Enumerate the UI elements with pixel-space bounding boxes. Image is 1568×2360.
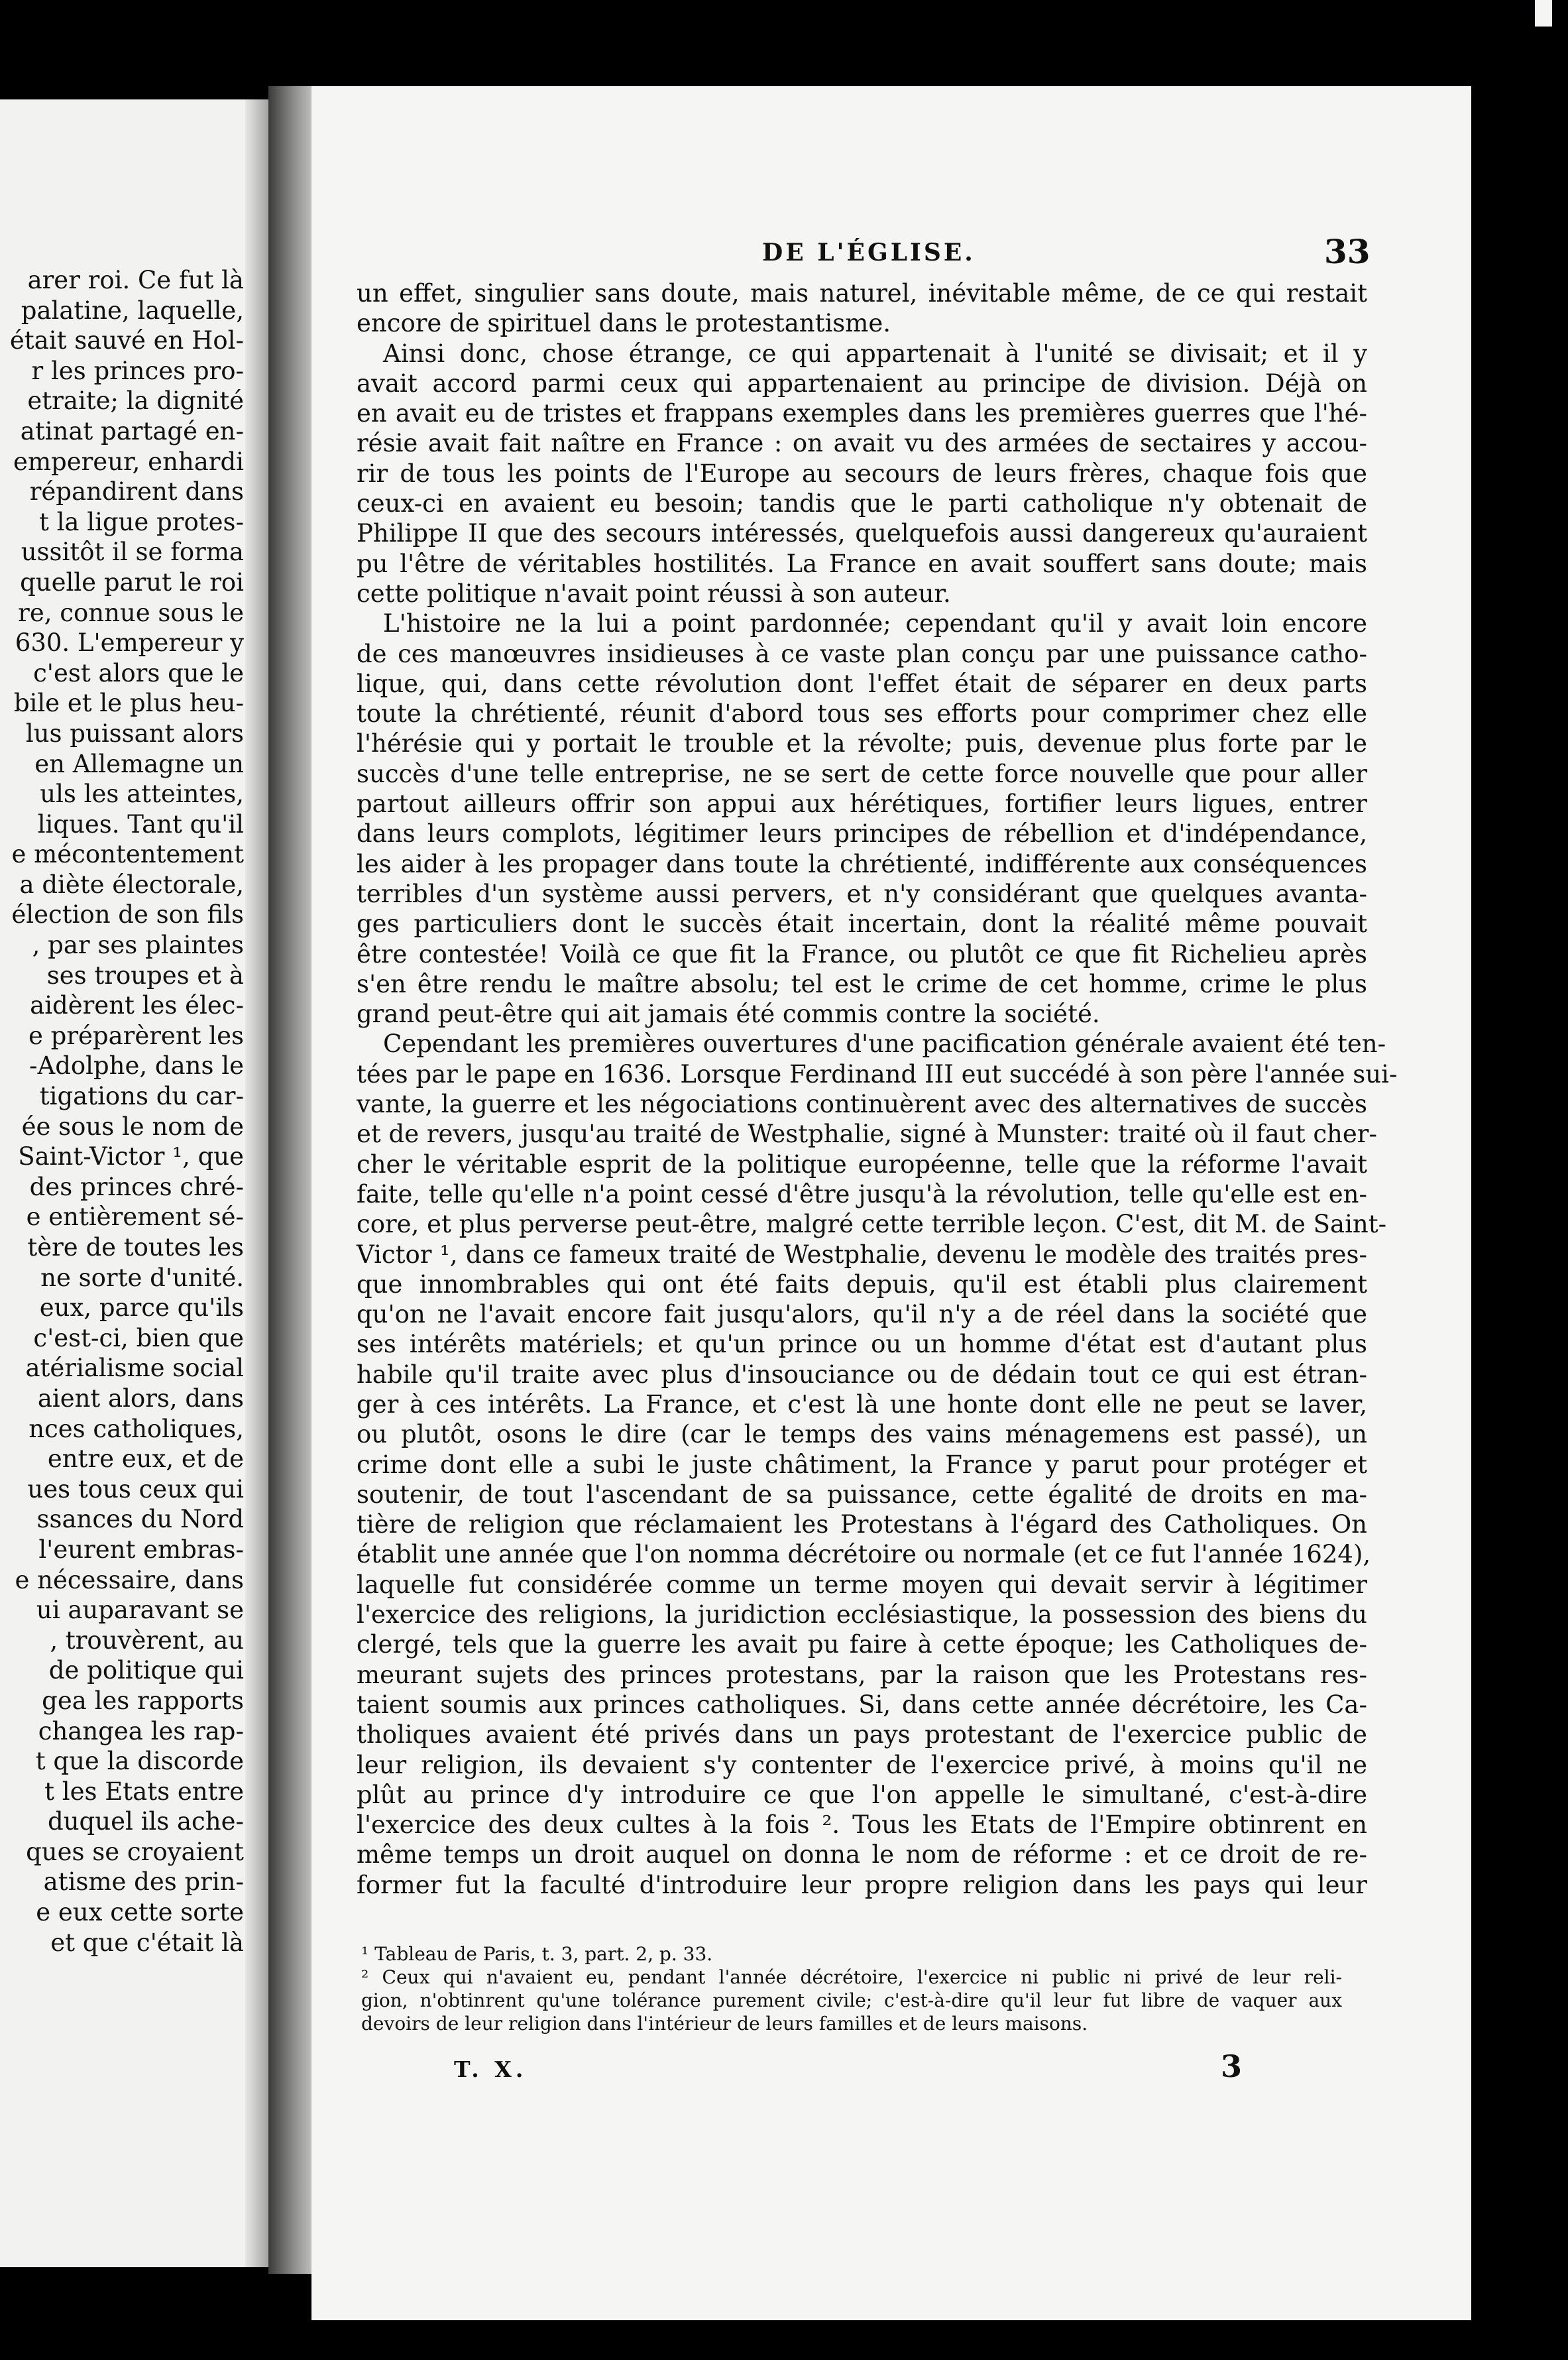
- text-line: laquelle fut considérée comme un terme moyen qui devait servir à légitimer: [357, 1570, 1367, 1599]
- text-line: grand peut-être qui ait jamais été commis contre la société.: [357, 1000, 1100, 1029]
- left-text-line: gea les rapports: [42, 1686, 244, 1715]
- text-line: partout ailleurs offrir son appui aux hérétiques, fortifier leurs ligues, entrer: [357, 790, 1367, 819]
- text-line: établit une année que l'on nomma décrétoire ou normale (et ce fut l'année 1624),: [357, 1540, 1371, 1569]
- left-text-line: ne sorte d'unité.: [40, 1263, 244, 1292]
- scan-corner-mark: [1535, 0, 1552, 27]
- text-line: résie avait fait naître en France : on avait vu des armées de sectaires y accou-: [357, 429, 1367, 458]
- left-text-line: lus puissant alors: [25, 719, 244, 748]
- main-text-body: [357, 278, 1398, 1900]
- text-line: terribles d'un système aussi pervers, et n'y considérant que quelques avanta-: [357, 879, 1367, 908]
- text-line: ceux-ci en avaient eu besoin; tandis que le parti catholique n'y obtenait de: [357, 489, 1367, 518]
- left-text-line: -Adolphe, dans le: [28, 1051, 244, 1081]
- left-text-line: élection de son fils: [11, 900, 244, 929]
- text-line: Philippe II que des secours intéressés, quelquefois aussi dangereux qu'auraient: [357, 519, 1367, 548]
- text-line: toute la chrétienté, réunit d'abord tous ses efforts pour comprimer chez elle: [357, 699, 1367, 729]
- text-line: core, et plus perverse peut-être, malgré cette terrible leçon. C'est, dit M. de Saint-: [357, 1210, 1387, 1239]
- text-line: cette politique n'avait point réussi à son auteur.: [357, 579, 951, 608]
- left-text-line: duquel ils ache-: [48, 1807, 244, 1836]
- left-text-line: c'est alors que le: [33, 658, 244, 687]
- text-line: rir de tous les points de l'Europe au secours de leurs frères, chaque fois que: [357, 459, 1367, 488]
- left-text-line: palatine, laquelle,: [21, 296, 244, 325]
- text-line: ou plutôt, osons le dire (car le temps des vains ménagemens est passé), un: [357, 1420, 1367, 1449]
- text-line: ger à ces intérêts. La France, et c'est là une honte dont elle ne peut se laver,: [357, 1389, 1367, 1419]
- text-line: tées par le pape en 1636. Lorsque Ferdinand III eut succédé à son père l'année sui-: [357, 1059, 1398, 1089]
- text-line: de ces manœuvres insidieuses à ce vaste plan conçu par une puissance catho-: [357, 639, 1367, 668]
- text-line: ses intérêts matériels; et qu'un prince ou un homme d'état est d'autant plus: [357, 1330, 1367, 1359]
- left-text-line: aient alors, dans: [37, 1384, 244, 1413]
- footnotes: [361, 1942, 1342, 2035]
- left-text-line: était sauvé en Hol-: [9, 326, 244, 355]
- left-text-line: ée sous le nom de: [21, 1112, 244, 1141]
- text-line: former fut la faculté d'introduire leur propre religion dans les pays qui leur: [357, 1870, 1367, 1899]
- left-text-line: ses troupes et à: [46, 961, 244, 990]
- left-text-line: e entièrement sé-: [26, 1203, 244, 1232]
- left-text-line: c'est-ci, bien que: [33, 1323, 244, 1352]
- left-text-line: tère de toutes les: [27, 1233, 244, 1262]
- running-head: DE L'ÉGLISE.: [762, 239, 976, 266]
- text-line: l'exercice des religions, la juridiction ecclésiastique, la possession des biens du: [357, 1600, 1367, 1629]
- left-text-line: changea les rap-: [38, 1716, 244, 1745]
- left-text-line: ssances du Nord: [36, 1505, 244, 1534]
- left-text-line: atinat partagé en-: [20, 416, 244, 445]
- text-line: en avait eu de tristes et frappans exemples dans les premières guerres que l'hé-: [357, 399, 1367, 428]
- text-line: que innombrables qui ont été faits depuis, qu'il est établi plus clairement: [357, 1269, 1367, 1299]
- text-line: même temps un droit auquel on donna le nom de réforme : et ce droit de re-: [357, 1840, 1367, 1869]
- left-text-line: répandirent dans: [29, 477, 244, 506]
- footnote-line: gion, n'obtinrent qu'une tolérance purement civile; c'est-à-dire qu'il leur fut libre de vaquer aux: [361, 1989, 1342, 2011]
- text-line: Victor ¹, dans ce fameux traité de Westphalie, devenu le modèle des traités pres-: [357, 1240, 1367, 1269]
- left-text-line: nces catholiques,: [28, 1414, 244, 1443]
- left-text-line: l'eurent embras-: [38, 1535, 244, 1564]
- text-line: faite, telle qu'elle n'a point cessé d'être jusqu'à la révolution, telle qu'elle est en-: [357, 1179, 1367, 1209]
- left-text-line: re, connue sous le: [18, 598, 244, 627]
- text-line: L'histoire ne la lui a point pardonnée; cependant qu'il y avait loin encore: [383, 609, 1367, 638]
- text-line: plût au prince d'y introduire ce que l'on appelle le simultané, c'est-à-dire: [357, 1780, 1367, 1809]
- text-line: cher le véritable esprit de la politique européenne, telle que la réforme l'avait: [357, 1150, 1367, 1179]
- left-text-line: 630. L'empereur y: [15, 628, 244, 658]
- footnote-line: devoirs de leur religion dans l'intérieur de leurs familles et de leurs maisons.: [361, 2013, 1088, 2035]
- text-line: être contestée! Voilà ce que fit la France, ou plutôt ce que fit Richelieu après: [357, 939, 1367, 969]
- left-text-line: atérialisme social: [25, 1354, 244, 1383]
- left-page-gutter-shadow: [245, 99, 272, 2267]
- text-line: l'exercice des deux cultes à la fois ². Tous les Etats de l'Empire obtinrent en: [357, 1810, 1367, 1840]
- left-text-line: , trouvèrent, au: [50, 1625, 244, 1655]
- text-line: succès d'une telle entreprise, ne se sert de cette force nouvelle que pour aller: [357, 759, 1367, 788]
- left-text-line: des princes chré-: [29, 1172, 244, 1201]
- left-text-line: r les princes pro-: [31, 356, 244, 385]
- text-line: lique, qui, dans cette révolution dont l'effet était de séparer en deux parts: [357, 669, 1367, 698]
- page-number: 33: [1324, 232, 1371, 271]
- signature-mark: T. X.: [454, 2056, 528, 2082]
- left-text-line: liques. Tant qu'il: [37, 809, 244, 839]
- left-text-line: eux, parce qu'ils: [39, 1293, 244, 1323]
- left-text-line: empereur, enhardi: [13, 447, 244, 476]
- left-text-line: t que la discorde: [35, 1747, 244, 1776]
- text-line: vante, la guerre et les négociations continuèrent avec des alternatives de succès: [357, 1090, 1367, 1119]
- text-line: taient soumis aux princes catholiques. Si, dans cette année décrétoire, les Ca-: [357, 1690, 1367, 1719]
- text-line: soutenir, de tout l'ascendant de sa puissance, cette égalité de droits en ma-: [357, 1480, 1367, 1509]
- left-text-line: e préparèrent les: [28, 1021, 244, 1050]
- text-line: les aider à les propager dans toute la chrétienté, indifférente aux conséquences: [357, 849, 1367, 878]
- left-text-line: tigations du car-: [39, 1082, 244, 1111]
- left-text-line: arer roi. Ce fut là: [27, 266, 244, 294]
- text-line: un effet, singulier sans doute, mais naturel, inévitable même, de ce qui restait: [357, 279, 1367, 308]
- left-text-line: en Allemagne un: [34, 749, 244, 778]
- left-text-line: e eux cette sorte: [36, 1898, 244, 1927]
- left-text-line: entre eux, et de: [47, 1445, 244, 1474]
- left-text-line: etraite; la dignité: [27, 386, 244, 416]
- text-line: et de revers, jusqu'au traité de Westphalie, signé à Munster: traité où il faut cher-: [357, 1120, 1377, 1149]
- left-page: [0, 99, 272, 2267]
- left-text-line: de politique qui: [48, 1656, 244, 1685]
- left-text-line: , par ses plaintes: [32, 931, 244, 960]
- left-text-line: atisme des prin-: [43, 1867, 244, 1897]
- footnote-line: ² Ceux qui n'avaient eu, pendant l'année décrétoire, l'exercice ni public ni privé de leur reli-: [361, 1966, 1342, 1988]
- text-line: encore de spirituel dans le protestantisme.: [357, 309, 891, 338]
- text-line: tière de religion que réclamaient les Protestans à l'égard des Catholiques. On: [357, 1510, 1367, 1539]
- text-line: ges particuliers dont le succès était incertain, dont la réalité même pouvait: [357, 910, 1367, 939]
- text-line: pu l'être de véritables hostilités. La France en avait souffert sans doute; mais: [357, 549, 1367, 578]
- left-text-line: a diète électorale,: [19, 870, 244, 899]
- text-line: meurant sujets des princes protestans, par la raison que les Protestans res-: [357, 1660, 1367, 1689]
- text-line: tholiques avaient été privés dans un pays protestant de l'exercice public de: [357, 1720, 1367, 1749]
- text-line: l'hérésie qui y portait le trouble et la révolte; puis, devenue plus forte par le: [357, 729, 1367, 758]
- left-text-line: ues tous ceux qui: [27, 1474, 244, 1504]
- left-text-line: e mécontentement: [11, 840, 244, 869]
- left-page-text-fragment: [5, 265, 244, 1958]
- left-text-line: e nécessaire, dans: [15, 1565, 244, 1594]
- text-line: Ainsi donc, chose étrange, ce qui appartenait à l'unité se divisait; et il y: [383, 339, 1367, 368]
- left-text-line: uls les atteintes,: [40, 780, 244, 809]
- left-text-line: Saint-Victor ¹, que: [18, 1142, 244, 1171]
- text-line: dans leurs complots, légitimer leurs principes de rébellion et d'indépendance,: [357, 819, 1367, 849]
- left-text-line: bile et le plus heu-: [13, 689, 244, 718]
- left-text-line: t la ligue protes-: [38, 507, 244, 536]
- left-text-line: quelle parut le roi: [20, 567, 244, 597]
- text-line: qu'on ne l'avait encore fait jusqu'alors, qu'il n'y a de réel dans la société que: [357, 1300, 1367, 1329]
- gathering-number: 3: [1221, 2048, 1243, 2084]
- left-text-line: t les Etats entre: [44, 1777, 244, 1806]
- left-text-line: ussitôt il se forma: [21, 538, 244, 567]
- text-line: habile qu'il traite avec plus d'insouciance ou de dédain tout ce qui est étran-: [357, 1360, 1367, 1389]
- text-line: s'en être rendu le maître absolu; tel est le crime de cet homme, crime le plus: [357, 969, 1367, 998]
- left-text-line: aidèrent les élec-: [30, 991, 244, 1020]
- left-text-line: et que c'était là: [50, 1928, 244, 1957]
- text-line: leur religion, ils devaient s'y contenter de l'exercice privé, à moins qu'il ne: [357, 1750, 1367, 1779]
- left-text-line: ques se croyaient: [26, 1837, 244, 1866]
- text-line: crime dont elle a subi le juste châtiment, la France y parut pour protéger et: [357, 1450, 1367, 1479]
- text-line: avait accord parmi ceux qui appartenaient au principe de division. Déjà on: [357, 369, 1367, 398]
- text-line: clergé, tels que la guerre les avait pu faire à cette époque; les Catholiques de-: [357, 1630, 1367, 1659]
- footnote-line: ¹ Tableau de Paris, t. 3, part. 2, p. 33.: [361, 1943, 713, 1965]
- text-line: Cependant les premières ouvertures d'une pacification générale avaient été ten-: [383, 1030, 1386, 1059]
- left-text-line: ui auparavant se: [36, 1596, 244, 1625]
